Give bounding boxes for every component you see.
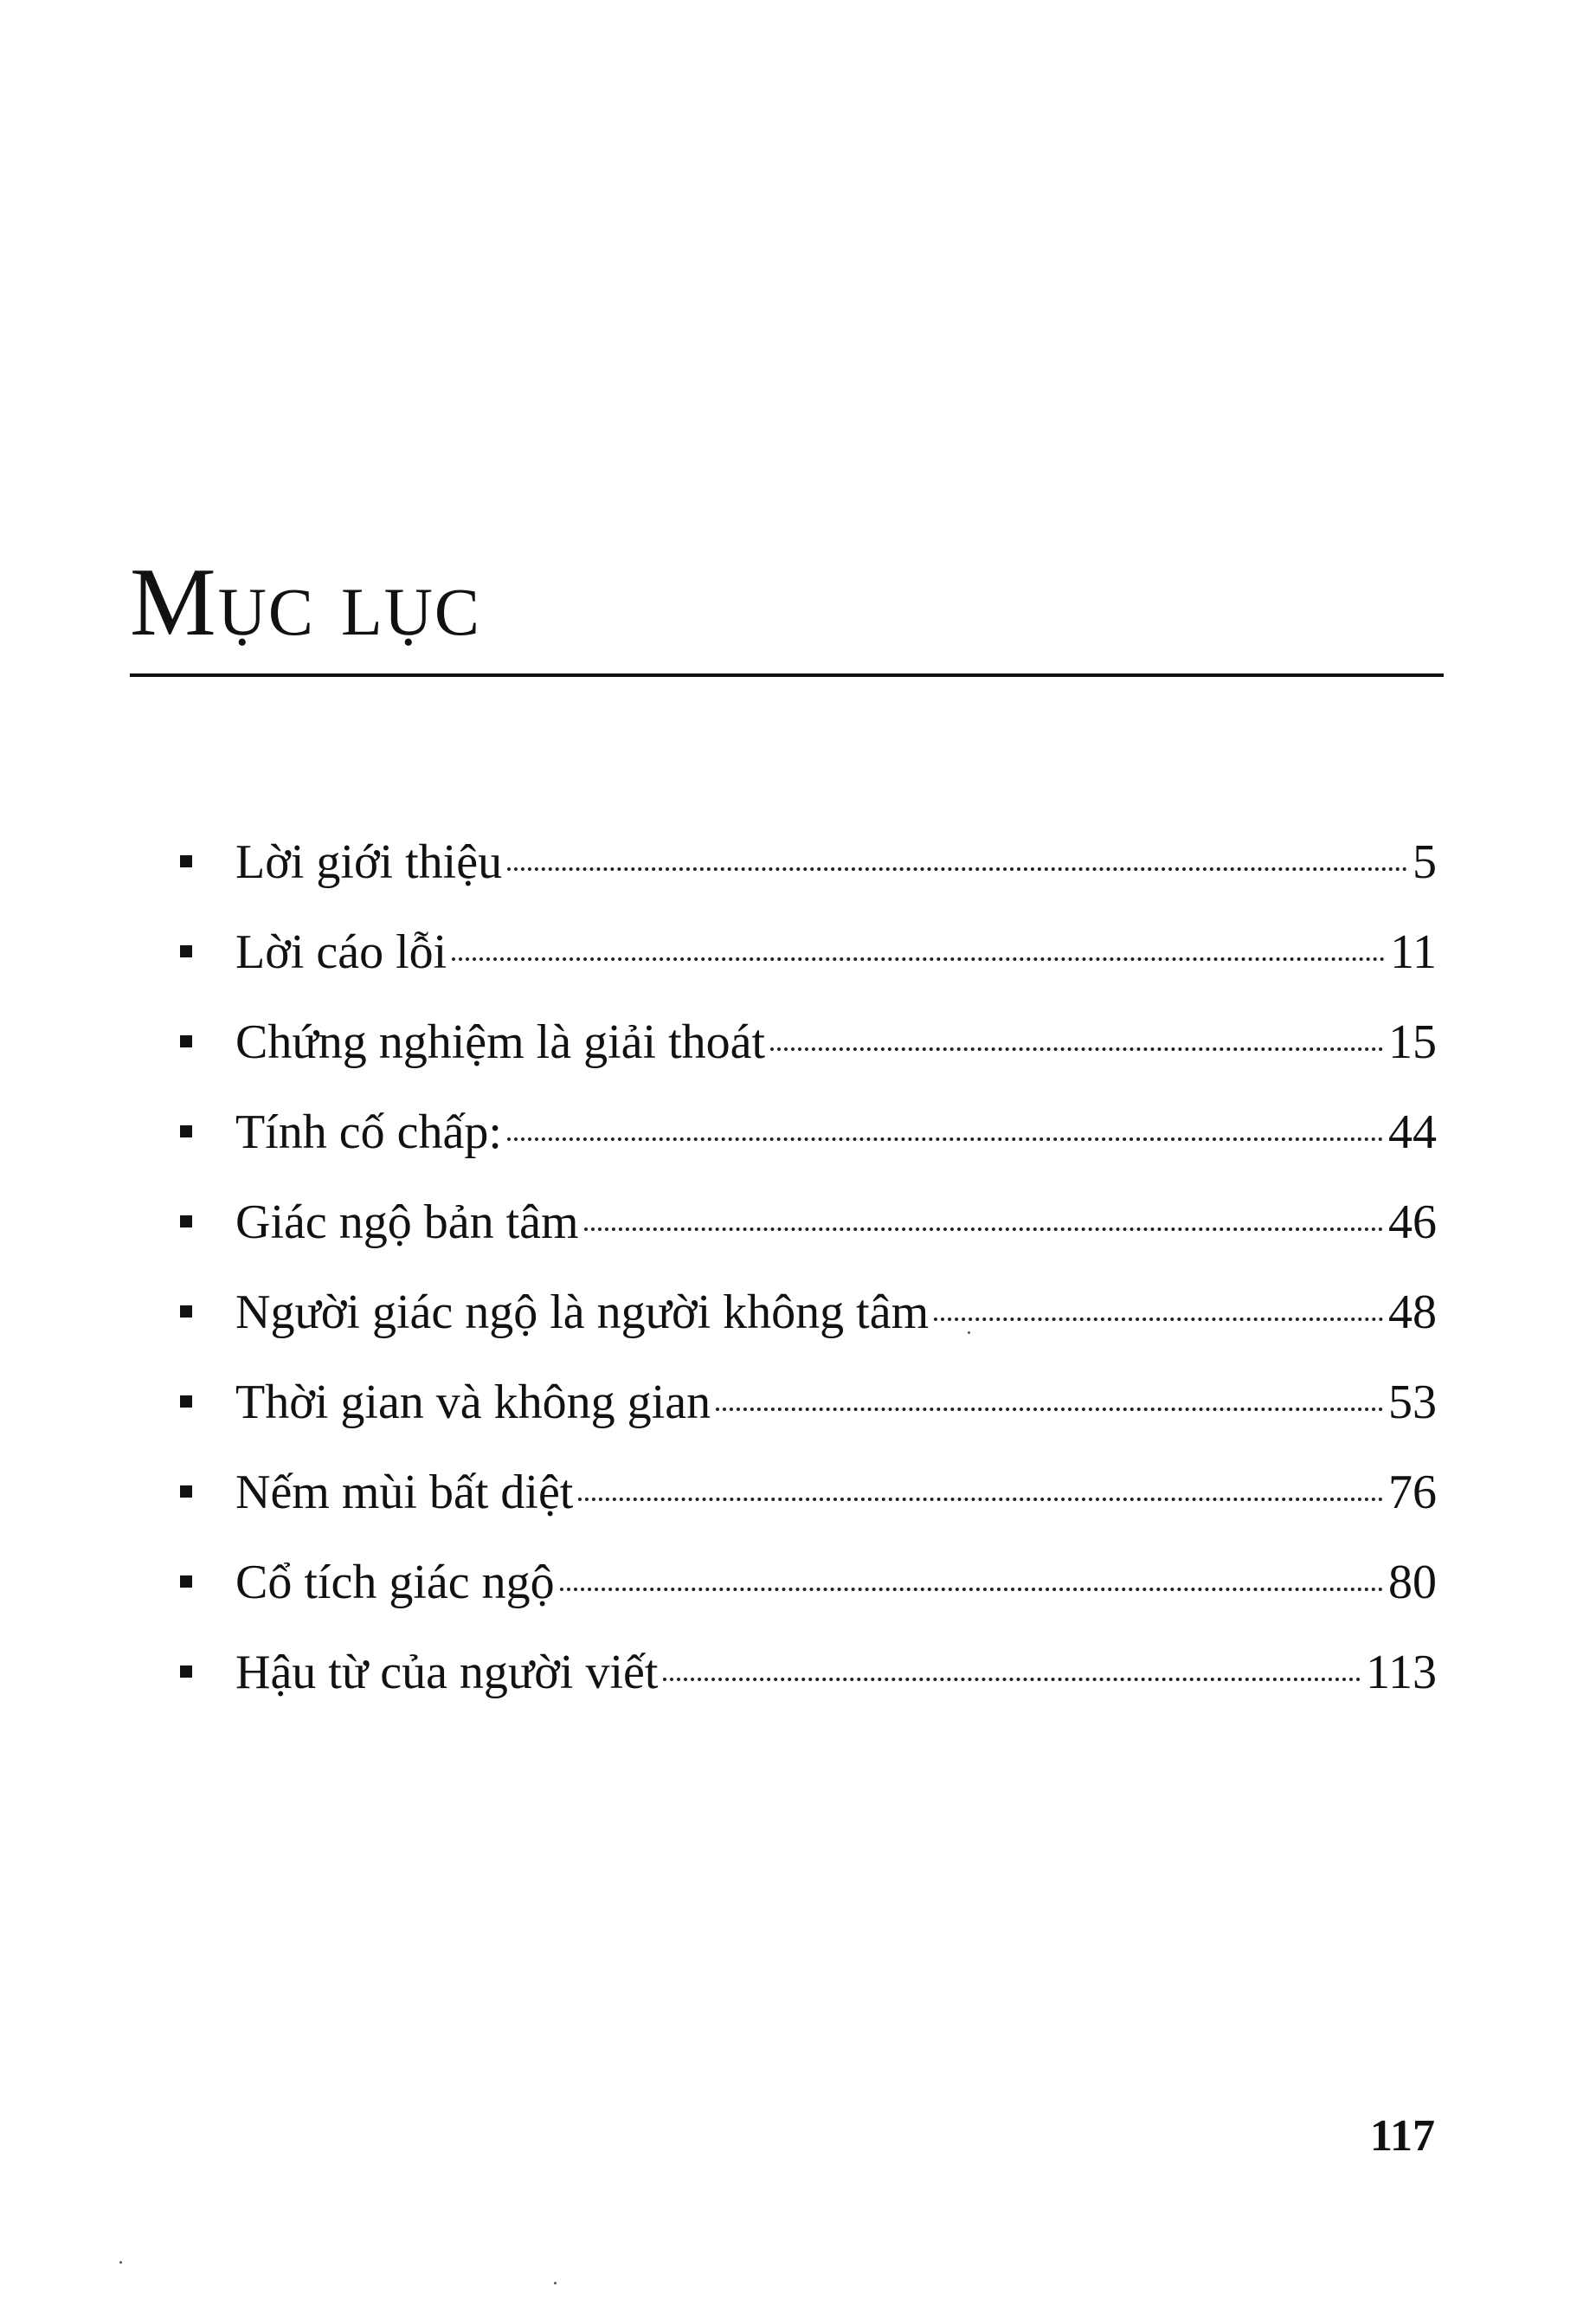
toc-entry-page: 44 <box>1388 1105 1437 1159</box>
toc-entry[interactable] <box>180 1267 1437 1357</box>
toc-entry[interactable] <box>180 1627 1437 1717</box>
square-bullet-icon <box>180 945 192 957</box>
dot-leader <box>770 1047 1383 1051</box>
dot-leader <box>507 867 1407 871</box>
toc-entry[interactable] <box>180 1177 1437 1267</box>
dot-leader <box>716 1408 1383 1411</box>
dot-leader <box>452 957 1385 961</box>
toc-entry[interactable] <box>180 907 1437 997</box>
dot-leader <box>578 1498 1383 1501</box>
toc-entry[interactable] <box>180 817 1437 907</box>
title-underline <box>130 673 1444 677</box>
toc-entry-title: Nếm mùi bất diệt <box>235 1466 574 1519</box>
toc-entry-title: Tính cố chấp: <box>235 1105 502 1159</box>
table-of-contents <box>180 817 1437 1717</box>
square-bullet-icon <box>180 1215 192 1227</box>
toc-entry-page: 53 <box>1388 1376 1437 1429</box>
toc-entry-title: Giác ngộ bản tâm <box>235 1195 579 1249</box>
toc-entry-page: 15 <box>1388 1015 1437 1069</box>
scan-speck <box>554 2282 557 2284</box>
dot-leader <box>507 1137 1383 1141</box>
toc-entry-page: 48 <box>1388 1285 1437 1339</box>
toc-entry-page: 113 <box>1366 1646 1437 1699</box>
square-bullet-icon <box>180 1665 192 1678</box>
toc-entry-title: Người giác ngộ là người không tâm <box>235 1285 930 1339</box>
toc-entry-title: Cổ tích giác ngộ <box>235 1556 555 1609</box>
square-bullet-icon <box>180 855 192 867</box>
dot-leader <box>560 1588 1383 1591</box>
toc-entry-page: 80 <box>1388 1556 1437 1609</box>
dot-leader <box>934 1318 1383 1321</box>
toc-entry[interactable] <box>180 1537 1437 1627</box>
square-bullet-icon <box>180 1575 192 1588</box>
toc-entry-page: 46 <box>1388 1195 1437 1249</box>
toc-entry[interactable] <box>180 997 1437 1087</box>
scan-speck <box>119 2261 122 2264</box>
toc-entry-page: 76 <box>1388 1466 1437 1519</box>
toc-entry-title: Lời cáo lỗi <box>235 925 447 979</box>
toc-entry-title: Thời gian và không gian <box>235 1376 711 1429</box>
square-bullet-icon <box>180 1125 192 1137</box>
toc-entry-title: Lời giới thiệu <box>235 835 503 889</box>
square-bullet-icon <box>180 1305 192 1318</box>
toc-entry-page: 11 <box>1390 925 1437 979</box>
square-bullet-icon <box>180 1395 192 1408</box>
toc-entry-page: 5 <box>1413 835 1437 889</box>
dot-leader <box>584 1227 1383 1231</box>
toc-entry-title: Hậu từ của người viết <box>235 1646 659 1699</box>
square-bullet-icon <box>180 1485 192 1498</box>
toc-entry[interactable] <box>180 1447 1437 1537</box>
page-title: Mục lục <box>130 549 481 656</box>
square-bullet-icon <box>180 1035 192 1047</box>
scan-speck <box>968 1331 970 1334</box>
dot-leader <box>663 1678 1361 1681</box>
page-number: 117 <box>1369 2111 1435 2161</box>
toc-entry[interactable] <box>180 1357 1437 1447</box>
toc-entry-title: Chứng nghiệm là giải thoát <box>235 1015 766 1069</box>
toc-entry[interactable] <box>180 1087 1437 1177</box>
